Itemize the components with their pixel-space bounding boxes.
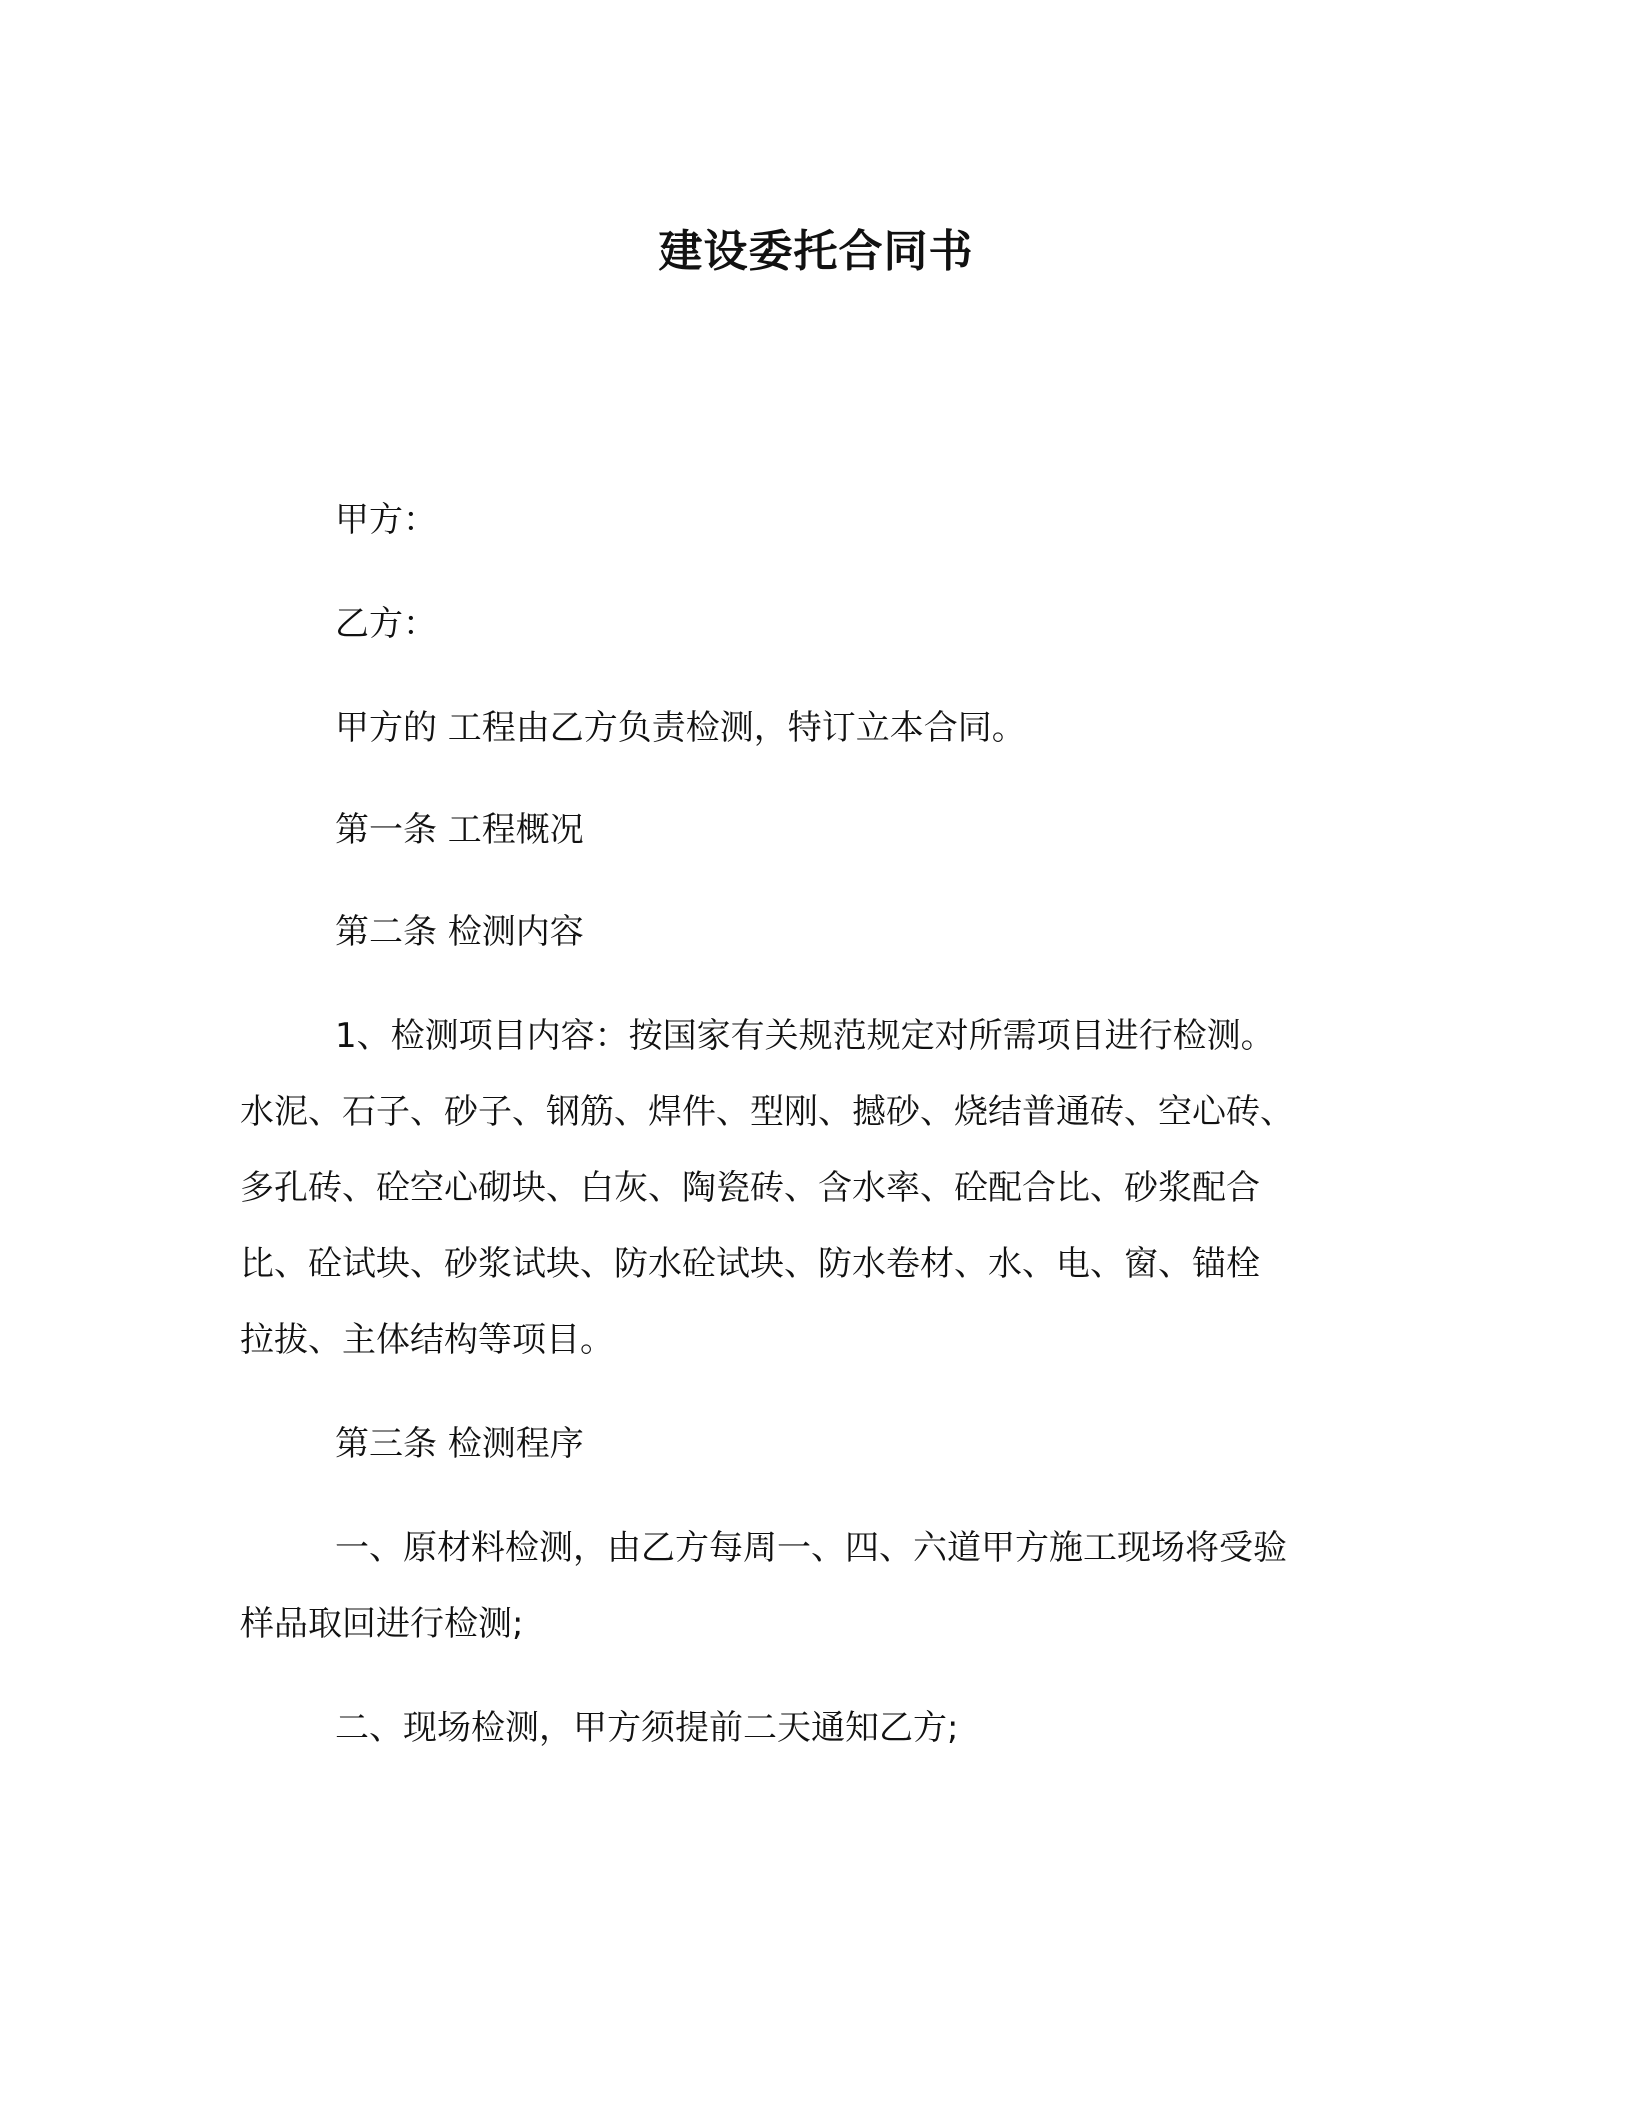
- intro-paragraph: 甲方的 工程由乙方负责检测，特订立本合同。: [335, 708, 1026, 748]
- item-1-line: 多孔砖、砼空心砌块、白灰、陶瓷砖、含水率、砼配合比、砂浆配合: [240, 1168, 1260, 1208]
- procedure-1-line: 样品取回进行检测;: [240, 1604, 524, 1644]
- article-1-heading: 第一条 工程概况: [335, 810, 584, 850]
- procedure-2-line: 二、现场检测，甲方须提前二天通知乙方;: [335, 1708, 959, 1748]
- article-3-heading: 第三条 检测程序: [335, 1424, 584, 1464]
- article-2-heading: 第二条 检测内容: [335, 912, 584, 952]
- procedure-1-line: 一、原材料检测，由乙方每周一、四、六道甲方施工现场将受验: [335, 1528, 1287, 1568]
- item-1-line: 水泥、石子、砂子、钢筋、焊件、型刚、撼砂、烧结普通砖、空心砖、: [240, 1092, 1294, 1132]
- item-1-line: 1、检测项目内容：按国家有关规范规定对所需项目进行检测。: [335, 1016, 1275, 1056]
- party-b-label: 乙方：: [335, 604, 437, 644]
- party-a-label: 甲方：: [335, 500, 437, 540]
- item-1-line: 拉拔、主体结构等项目。: [240, 1320, 614, 1360]
- item-1-line: 比、砼试块、砂浆试块、防水砼试块、防水卷材、水、电、窗、锚栓: [240, 1244, 1260, 1284]
- document-title: 建设委托合同书: [658, 226, 974, 277]
